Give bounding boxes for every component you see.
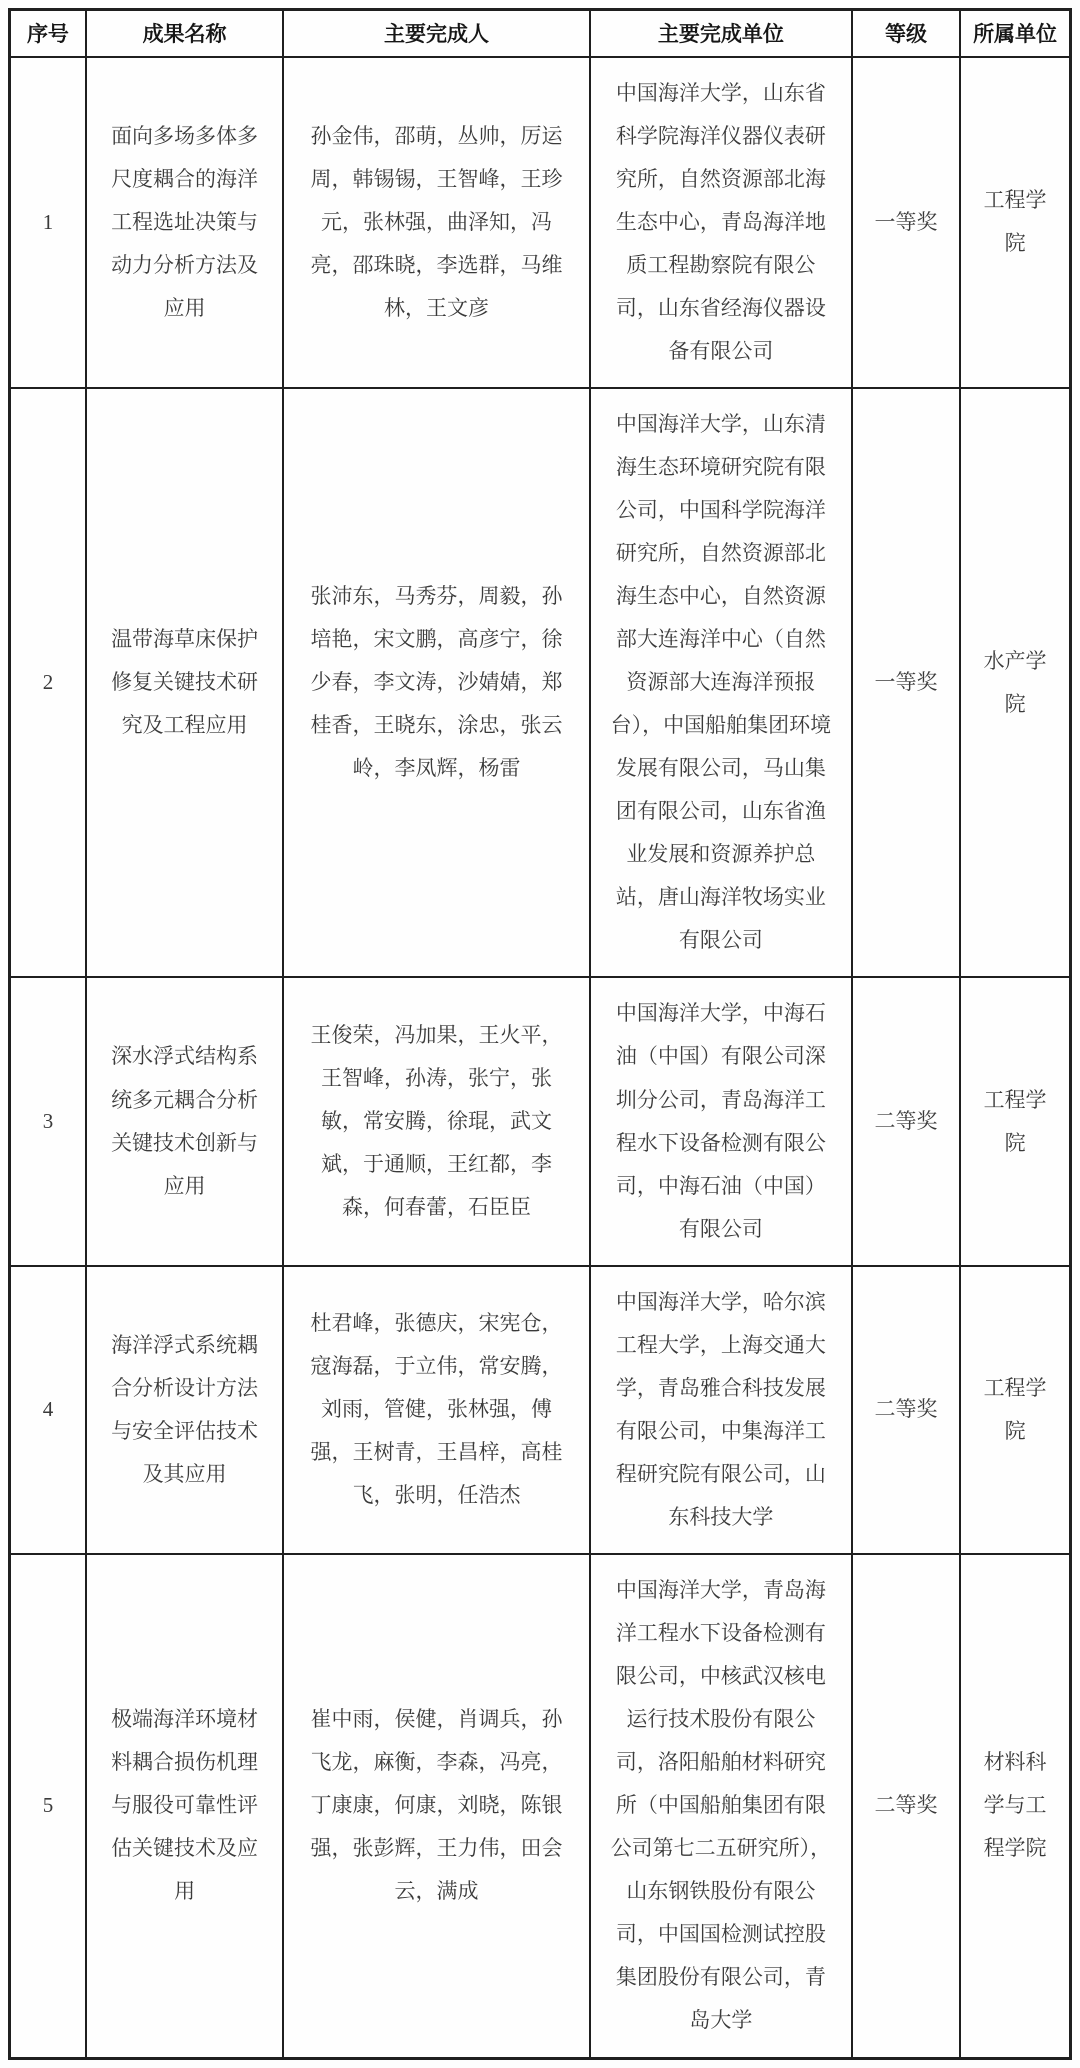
cell-contributors: 孙金伟，邵萌，丛帅，厉运周，韩锡锡，王智峰，王珍元，张林强，曲泽知，冯亮，邵珠晓，李选群，马维林，王文彦 xyxy=(283,57,590,388)
cell-name: 面向多场多体多尺度耦合的海洋工程选址决策与动力分析方法及应用 xyxy=(86,57,283,388)
cell-index: 2 xyxy=(10,388,86,978)
cell-department: 工程学院 xyxy=(960,1266,1070,1554)
cell-contributors: 王俊荣，冯加果，王火平，王智峰，孙涛，张宁，张敏，常安腾，徐琨，武文斌，于通顺，王红都，李森，何春蕾，石臣臣 xyxy=(283,977,590,1265)
header-row xyxy=(10,10,1071,57)
col-header-name: 成果名称 xyxy=(86,10,283,57)
cell-units: 中国海洋大学，青岛海洋工程水下设备检测有限公司，中核武汉核电运行技术股份有限公司，洛阳船舶材料研究所（中国船舶集团有限公司第七二五研究所），山东钢铁股份有限公司，中国国检测试控股集团股份有限公司，青岛大学 xyxy=(590,1554,852,2058)
awards-table xyxy=(8,8,1072,2060)
col-header-index: 序号 xyxy=(10,10,86,57)
cell-units: 中国海洋大学，中海石油（中国）有限公司深圳分公司，青岛海洋工程水下设备检测有限公司，中海石油（中国）有限公司 xyxy=(590,977,852,1265)
table-row xyxy=(10,388,1071,978)
cell-name: 海洋浮式系统耦合分析设计方法与安全评估技术及其应用 xyxy=(86,1266,283,1554)
cell-index: 5 xyxy=(10,1554,86,2058)
cell-department: 水产学院 xyxy=(960,388,1070,978)
cell-name: 深水浮式结构系统多元耦合分析关键技术创新与应用 xyxy=(86,977,283,1265)
cell-name: 极端海洋环境材料耦合损伤机理与服役可靠性评估关键技术及应用 xyxy=(86,1554,283,2058)
col-header-contributors: 主要完成人 xyxy=(283,10,590,57)
cell-name: 温带海草床保护修复关键技术研究及工程应用 xyxy=(86,388,283,978)
cell-department: 工程学院 xyxy=(960,977,1070,1265)
table-body xyxy=(10,57,1071,2059)
col-header-units: 主要完成单位 xyxy=(590,10,852,57)
cell-contributors: 杜君峰，张德庆，宋宪仓，寇海磊，于立伟，常安腾，刘雨，管健，张林强，傅强，王树青，王昌梓，高桂飞，张明，任浩杰 xyxy=(283,1266,590,1554)
cell-units: 中国海洋大学，哈尔滨工程大学，上海交通大学，青岛雅合科技发展有限公司，中集海洋工程研究院有限公司，山东科技大学 xyxy=(590,1266,852,1554)
table-row xyxy=(10,57,1071,388)
table-row xyxy=(10,1266,1071,1554)
cell-contributors: 崔中雨，侯健，肖调兵，孙飞龙，麻衡，李森，冯亮，丁康康，何康，刘晓，陈银强，张彭辉，王力伟，田会云，满成 xyxy=(283,1554,590,2058)
col-header-department: 所属单位 xyxy=(960,10,1070,57)
col-header-grade: 等级 xyxy=(852,10,960,57)
cell-contributors: 张沛东，马秀芬，周毅，孙培艳，宋文鹏，高彦宁，徐少春，李文涛，沙婧婧，郑桂香，王晓东，涂忠，张云岭，李凤辉，杨雷 xyxy=(283,388,590,978)
cell-grade: 一等奖 xyxy=(852,388,960,978)
cell-grade: 二等奖 xyxy=(852,1266,960,1554)
table-row xyxy=(10,977,1071,1265)
cell-index: 3 xyxy=(10,977,86,1265)
cell-index: 4 xyxy=(10,1266,86,1554)
cell-units: 中国海洋大学，山东清海生态环境研究院有限公司，中国科学院海洋研究所，自然资源部北海生态中心，自然资源部大连海洋中心（自然资源部大连海洋预报台），中国船舶集团环境发展有限公司，马山集团有限公司，山东省渔业发展和资源养护总站，唐山海洋牧场实业有限公司 xyxy=(590,388,852,978)
cell-index: 1 xyxy=(10,57,86,388)
cell-department: 工程学院 xyxy=(960,57,1070,388)
cell-department: 材料科学与工程学院 xyxy=(960,1554,1070,2058)
cell-grade: 二等奖 xyxy=(852,1554,960,2058)
cell-grade: 一等奖 xyxy=(852,57,960,388)
table-row xyxy=(10,1554,1071,2058)
cell-grade: 二等奖 xyxy=(852,977,960,1265)
cell-units: 中国海洋大学，山东省科学院海洋仪器仪表研究所，自然资源部北海生态中心，青岛海洋地质工程勘察院有限公司，山东省经海仪器设备有限公司 xyxy=(590,57,852,388)
